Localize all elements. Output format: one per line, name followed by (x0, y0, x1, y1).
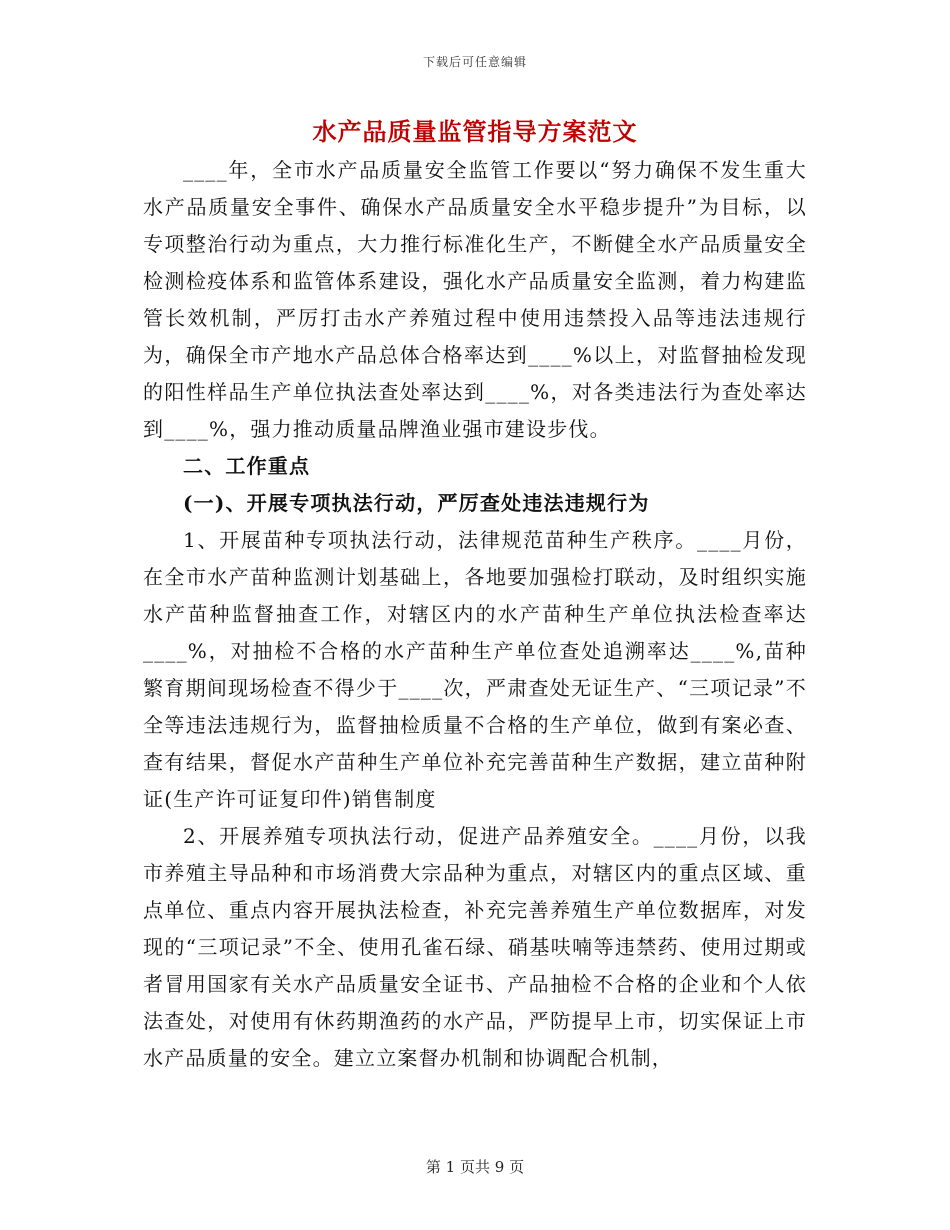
section-heading: 二、工作重点 (183, 454, 311, 478)
document-title: 水产品质量监管指导方案范文 (312, 117, 638, 146)
header-note: 下载后可任意编辑 (422, 55, 527, 69)
document-body (143, 152, 807, 1077)
subsection-heading: (一)、开展专项执法行动，严厉查处违法违规行为 (183, 491, 650, 515)
intro-paragraph: ____年，全市水产品质量安全监管工作要以“努力确保不发生重大水产品质量安全事件、确保水产品质量安全水平稳步提升”为目标，以专项整治行动为重点，大力推行标准化生产，不断健全水产品质量安全检测检疫体系和监管体系建设，强化水产品质量安全监测，着力构建监管长效机制，严厉打击水产养殖过程中使用违禁投入品等违法违规行为，确保全市产地水产品总体合格率达到____%以上，对监督抽检发现的阳性样品生产单位执法查处率达到____%，对各类违法行为查处率达到____%，强力推动质量品牌渔业强市建设步伐。 (143, 158, 807, 441)
item-2-paragraph: 2、开展养殖专项执法行动，促进产品养殖安全。____月份，以我市养殖主导品种和市场消费大宗品种为重点，对辖区内的重点区域、重点单位、重点内容开展执法检查，补充完善养殖生产单位数据库，对发现的“三项记录”不全、使用孔雀石绿、硝基呋喃等违禁药、使用过期或者冒用国家有关水产品质量安全证书、产品抽检不合格的企业和个人依法查处，对使用有休药期渔药的水产品，严防提早上市，切实保证上市水产品质量的安全。建立立案督办机制和协调配合机制， (143, 824, 807, 1070)
item-1-paragraph: 1、开展苗种专项执法行动，法律规范苗种生产秩序。____月份，在全市水产苗种监测计划基础上，各地要加强检打联动，及时组织实施水产苗种监督抽查工作，对辖区内的水产苗种生产单位执法检查率达____%，对抽检不合格的水产苗种生产单位查处追溯率达____%,苗种繁育期间现场检查不得少于____次，严肃查处无证生产、“三项记录”不全等违法违规行为，监督抽检质量不合格的生产单位，做到有案必查、查有结果，督促水产苗种生产单位补充完善苗种生产数据，建立苗种附证(生产许可证复印件)销售制度 (143, 528, 807, 811)
page-footer: 第 1 页共 9 页 (425, 1158, 525, 1176)
